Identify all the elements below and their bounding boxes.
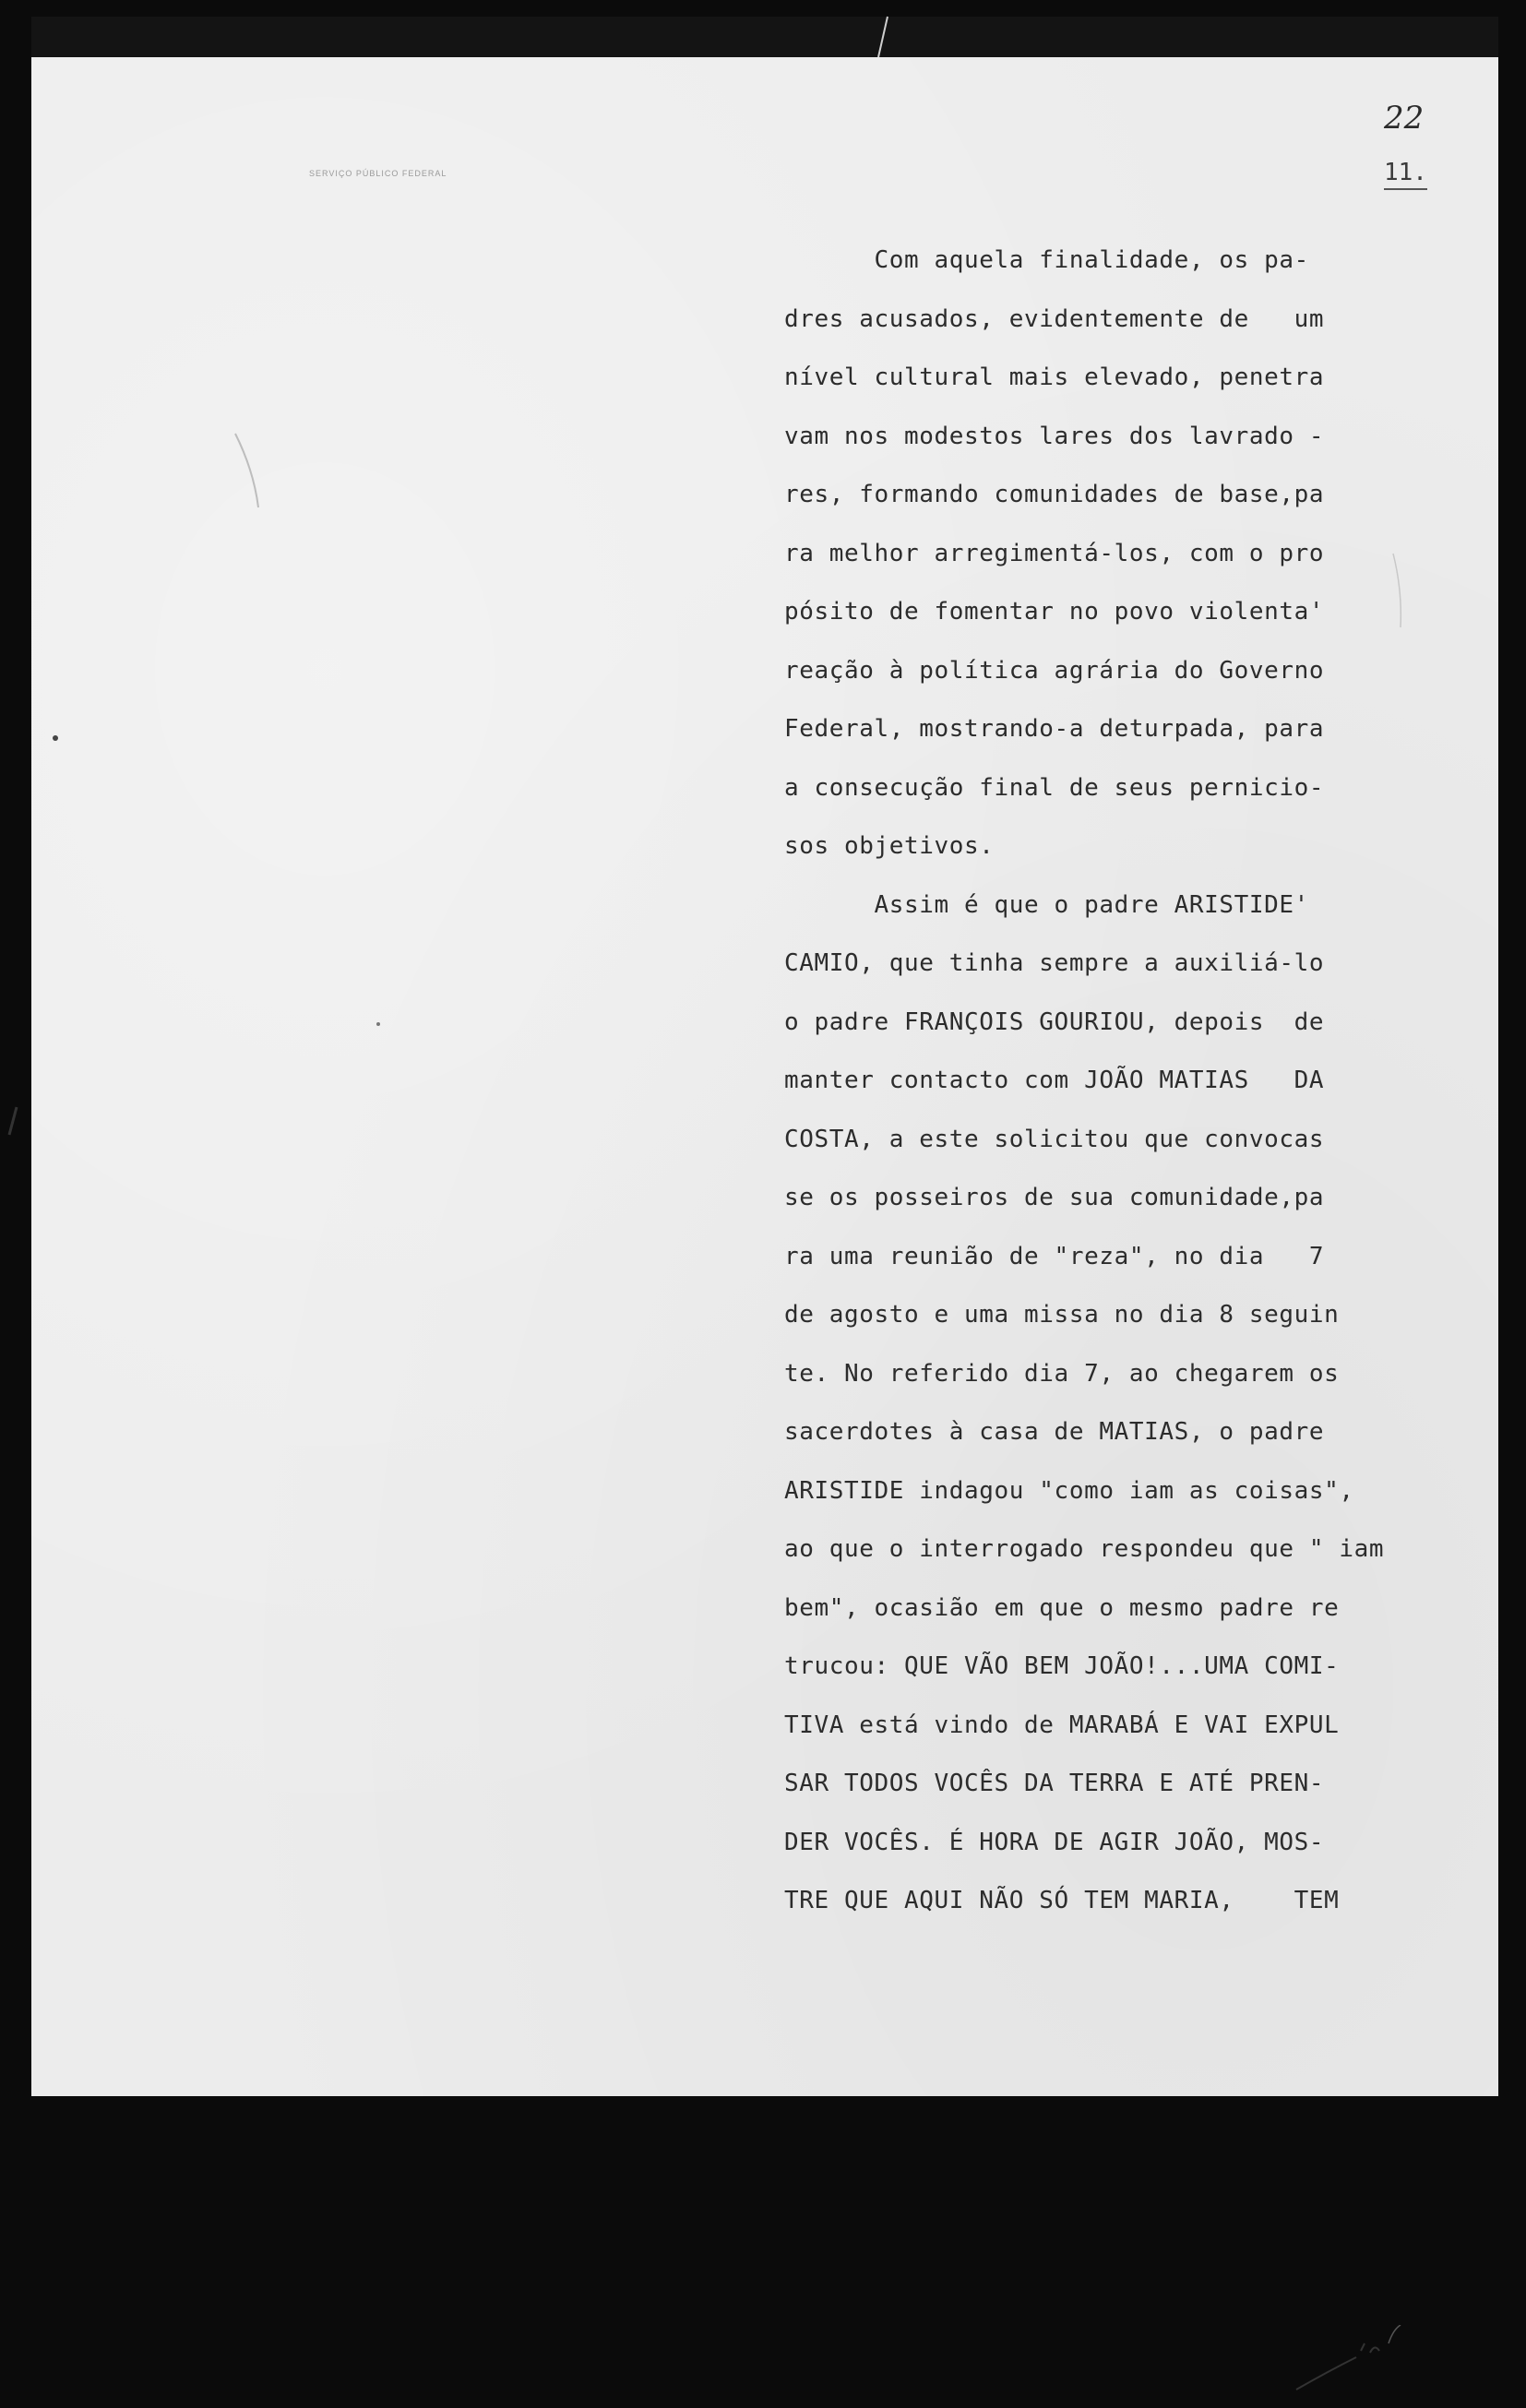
text-line: reação à política agrária do Governo [784, 656, 1325, 685]
letterhead-label: SERVIÇO PÚBLICO FEDERAL [309, 169, 447, 178]
text-line: a consecução final de seus pernicio- [784, 773, 1325, 802]
text-line: ao que o interrogado respondeu que " iam [784, 1535, 1385, 1563]
initials-mark [1292, 2325, 1412, 2408]
text-line: SAR TODOS VOCÊS DA TERRA E ATÉ PREN- [784, 1770, 1325, 1797]
text-line: bem", ocasião em que o mesmo padre re [784, 1593, 1340, 1622]
text-line: TRE QUE AQUI NÃO SÓ TEM MARIA, TEM [784, 1887, 1340, 1914]
text-line: res, formando comunidades de base,pa [784, 481, 1325, 508]
text-line: o padre FRANÇOIS GOURIOU, depois de [784, 1007, 1325, 1036]
text-line: vam nos modestos lares dos lavrado - [784, 422, 1325, 450]
text-line: dres acusados, evidentemente de um [784, 304, 1325, 333]
text-line: DER VOCÊS. É HORA DE AGIR JOÃO, MOS- [784, 1828, 1325, 1856]
text-line: ARISTIDE indagou "como iam as coisas", [784, 1476, 1354, 1505]
text-line: Com aquela finalidade, os pa- [784, 246, 1309, 274]
text-line: COSTA, a este solicitou que convocas [784, 1125, 1325, 1153]
text-line: se os posseiros de sua comunidade,pa [784, 1184, 1325, 1211]
text-line: te. No referido dia 7, ao chegarem os [784, 1359, 1340, 1388]
text-line: Federal, mostrando-a deturpada, para [784, 715, 1325, 743]
typed-page-number: 11. [1384, 159, 1427, 190]
text-line: Assim é que o padre ARISTIDE' [784, 890, 1309, 919]
text-line: trucou: QUE VÃO BEM JOÃO!...UMA COMI- [784, 1652, 1340, 1680]
text-line: sos objetivos. [784, 832, 995, 860]
text-line: sacerdotes à casa de MATIAS, o padre [784, 1418, 1325, 1446]
text-line: ra uma reunião de "reza", no dia 7 [784, 1242, 1325, 1270]
text-line: TIVA está vindo de MARABÁ E VAI EXPUL [784, 1711, 1340, 1739]
text-line: manter contacto com JOÃO MATIAS DA [784, 1067, 1325, 1094]
text-line: pósito de fomentar no povo violenta' [784, 598, 1325, 626]
text-line: de agosto e uma missa no dia 8 seguin [784, 1301, 1340, 1329]
text-line: CAMIO, que tinha sempre a auxiliá-lo [784, 949, 1325, 977]
text-line: nível cultural mais elevado, penetra [784, 364, 1325, 391]
text-line: ra melhor arregimentá-los, com o pro [784, 539, 1325, 567]
handwritten-page-number: 22 [1384, 100, 1425, 137]
